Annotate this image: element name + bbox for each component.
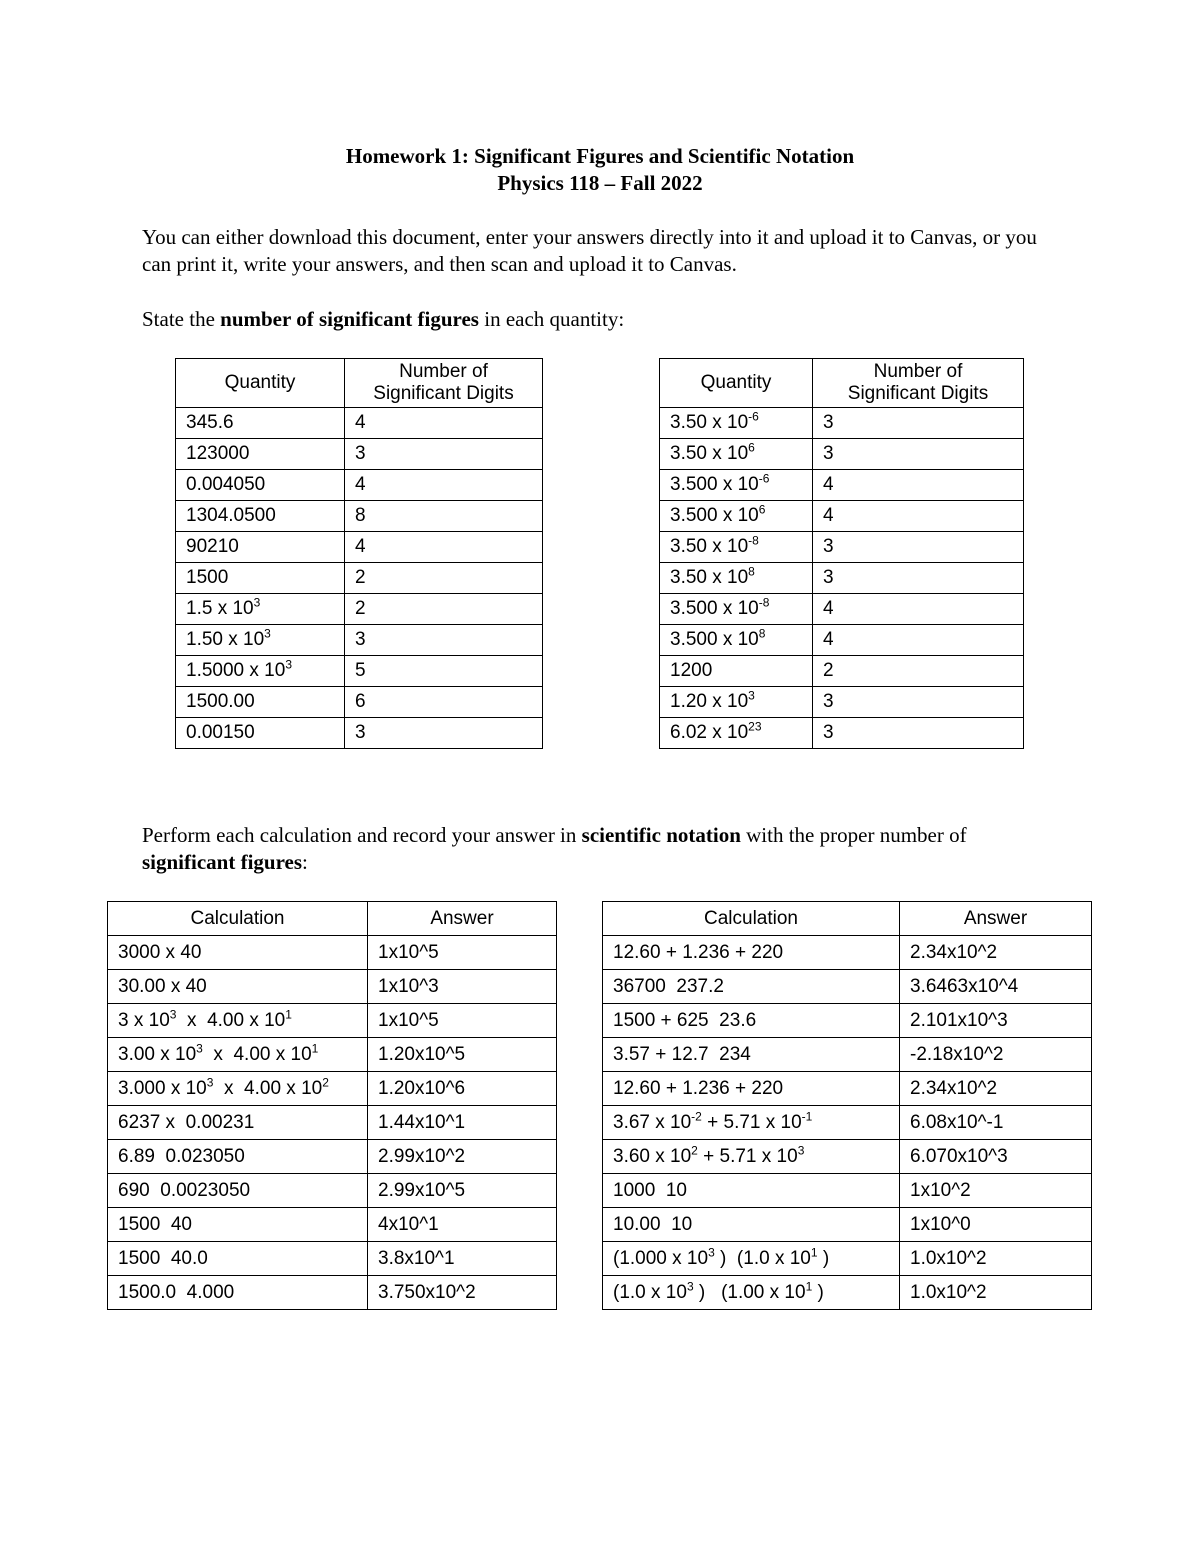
- cell-answer: 1.20x10^5: [368, 1038, 557, 1072]
- cell-calc: 1500 + 625 23.6: [603, 1004, 900, 1038]
- cell-digits: 5: [345, 656, 543, 687]
- cell-digits: 4: [345, 470, 543, 501]
- cell-answer: 1.0x10^2: [900, 1276, 1092, 1310]
- cell-answer: 3.6463x10^4: [900, 970, 1092, 1004]
- cell-answer: 1x10^5: [368, 1004, 557, 1038]
- cell-answer: -2.18x10^2: [900, 1038, 1092, 1072]
- table-row: [603, 1072, 1092, 1106]
- table-row: [660, 625, 1024, 656]
- cell-calc: 36700 237.2: [603, 970, 900, 1004]
- cell-quantity: 1304.0500: [176, 501, 345, 532]
- table-row: [108, 1242, 557, 1276]
- table-row: [603, 936, 1092, 970]
- cell-calc: 3.60 x $10^2 + 5.71$ x $10^3$: [603, 1140, 900, 1174]
- table-row: [108, 1004, 557, 1038]
- cell-answer: 3.8x10^1: [368, 1242, 557, 1276]
- cell-calc: 3.67 x $10^{-2} + 5.71$ x $10^{-1}$: [603, 1106, 900, 1140]
- sigfig-prompt-start: State the: [142, 307, 221, 331]
- table-row: [108, 1174, 557, 1208]
- cell-answer: 3.750x10^2: [368, 1276, 557, 1310]
- cell-digits: 3: [345, 625, 543, 656]
- cell-digits: 6: [345, 687, 543, 718]
- cell-calc: 12.60 + 1.236 + 220: [603, 936, 900, 970]
- calc-table-left: [107, 901, 557, 1310]
- cell-calc: 6.89 0.023050: [108, 1140, 368, 1174]
- cell-digits: 3: [813, 408, 1024, 439]
- table-row: [603, 1174, 1092, 1208]
- calc-prompt-start: Perform each calculation and record your answer in: [142, 823, 582, 847]
- header-quantity: Quantity: [176, 359, 345, 408]
- cell-answer: 6.08x10^-1: [900, 1106, 1092, 1140]
- cell-digits: 4: [345, 408, 543, 439]
- cell-digits: 4: [345, 532, 543, 563]
- cell-quantity: 90210: [176, 532, 345, 563]
- calc-prompt-end: :: [302, 850, 308, 874]
- table-row: [176, 687, 543, 718]
- table-row: [660, 687, 1024, 718]
- cell-answer: 2.99x10^5: [368, 1174, 557, 1208]
- cell-digits: 4: [813, 501, 1024, 532]
- cell-digits: 3: [345, 439, 543, 470]
- cell-answer: 2.34x10^2: [900, 1072, 1092, 1106]
- cell-quantity: 1.50 x $10^3$: [176, 625, 345, 656]
- sigfig-table-left: [175, 358, 543, 749]
- cell-digits: 3: [813, 532, 1024, 563]
- cell-quantity: 1200: [660, 656, 813, 687]
- course-subtitle: Physics 118 – Fall 2022: [497, 171, 703, 195]
- cell-answer: 6.070x10^3: [900, 1140, 1092, 1174]
- cell-digits: 2: [345, 594, 543, 625]
- cell-calc: 1500 40: [108, 1208, 368, 1242]
- cell-answer: 1x10^3: [368, 970, 557, 1004]
- header-quantity: Quantity: [660, 359, 813, 408]
- header-answer: Answer: [900, 902, 1092, 936]
- cell-digits: 4: [813, 470, 1024, 501]
- cell-quantity: 1500.00: [176, 687, 345, 718]
- cell-quantity: 0.004050: [176, 470, 345, 501]
- cell-answer: 2.99x10^2: [368, 1140, 557, 1174]
- table-row: [660, 656, 1024, 687]
- table-row: [603, 1038, 1092, 1072]
- cell-answer: 1.20x10^6: [368, 1072, 557, 1106]
- cell-digits: 3: [813, 563, 1024, 594]
- cell-calc: 1500 40.0: [108, 1242, 368, 1276]
- cell-calc: 3.00 x $10^3$ x 4.00 x $10^1$: [108, 1038, 368, 1072]
- table-row: [660, 718, 1024, 749]
- table-row: [108, 1072, 557, 1106]
- table-row: [108, 1140, 557, 1174]
- header-sig-digits-line2: Significant Digits: [373, 383, 514, 404]
- cell-quantity: 1.5000 x $10^3$: [176, 656, 345, 687]
- sigfig-prompt: [142, 306, 1062, 333]
- cell-digits: 2: [813, 656, 1024, 687]
- cell-digits: 8: [345, 501, 543, 532]
- cell-answer: 1.44x10^1: [368, 1106, 557, 1140]
- cell-answer: 2.101x10^3: [900, 1004, 1092, 1038]
- cell-answer: 2.34x10^2: [900, 936, 1092, 970]
- table-row: [176, 470, 543, 501]
- cell-calc: 3000 x 40: [108, 936, 368, 970]
- calc-table-right: [602, 901, 1092, 1310]
- cell-calc: 3.57 + 12.7 234: [603, 1038, 900, 1072]
- cell-quantity: 3.50 x $10^6$: [660, 439, 813, 470]
- cell-digits: 3: [813, 718, 1024, 749]
- cell-answer: 1x10^2: [900, 1174, 1092, 1208]
- cell-calc: 12.60 + 1.236 + 220: [603, 1072, 900, 1106]
- sigfig-table-right: [659, 358, 1024, 749]
- table-row: [660, 563, 1024, 594]
- table-row: [108, 1038, 557, 1072]
- table-row: [176, 439, 543, 470]
- cell-calc: 3.000 x $10^3$ x 4.00 x $10^2$: [108, 1072, 368, 1106]
- table-row: [603, 1208, 1092, 1242]
- table-row: [660, 408, 1024, 439]
- cell-digits: 3: [345, 718, 543, 749]
- table-row: [660, 470, 1024, 501]
- cell-answer: 4x10^1: [368, 1208, 557, 1242]
- cell-digits: 2: [345, 563, 543, 594]
- cell-digits: 4: [813, 594, 1024, 625]
- cell-calc: 3 x $10^3$ x 4.00 x $10^1$: [108, 1004, 368, 1038]
- cell-quantity: 1.20 x $10^3$: [660, 687, 813, 718]
- table-row: [603, 1242, 1092, 1276]
- cell-calc: 6237 x 0.00231: [108, 1106, 368, 1140]
- cell-quantity: 3.500 x $10^6$: [660, 501, 813, 532]
- cell-quantity: 0.00150: [176, 718, 345, 749]
- table-row: [176, 718, 543, 749]
- table-row: [660, 594, 1024, 625]
- table-row: [176, 656, 543, 687]
- table-row: [108, 936, 557, 970]
- cell-answer: 1.0x10^2: [900, 1242, 1092, 1276]
- table-row: [108, 1106, 557, 1140]
- table-row: [176, 594, 543, 625]
- cell-quantity: 345.6: [176, 408, 345, 439]
- table-row: [660, 501, 1024, 532]
- cell-quantity: 6.02 x $10^{23}$: [660, 718, 813, 749]
- table-row: [660, 532, 1024, 563]
- table-row: [660, 439, 1024, 470]
- cell-digits: 3: [813, 439, 1024, 470]
- header-calculation: Calculation: [603, 902, 900, 936]
- table-row: [108, 970, 557, 1004]
- header-sig-digits: [813, 359, 1024, 408]
- calc-prompt-mid: with the proper number of: [740, 823, 967, 847]
- calc-prompt-bold-2: significant figures: [142, 850, 303, 874]
- cell-quantity: 123000: [176, 439, 345, 470]
- calc-prompt: [142, 822, 1062, 876]
- cell-quantity: 1.5 x $10^3$: [176, 594, 345, 625]
- cell-calc: 30.00 x 40: [108, 970, 368, 1004]
- table-row: [108, 1208, 557, 1242]
- document-title: Homework 1: Significant Figures and Scientific Notation: [345, 144, 855, 168]
- cell-answer: 1x10^5: [368, 936, 557, 970]
- cell-quantity: 3.500 x $10^{-8}$: [660, 594, 813, 625]
- cell-quantity: 3.500 x $10^8$: [660, 625, 813, 656]
- table-row: [603, 1106, 1092, 1140]
- table-row: [603, 1004, 1092, 1038]
- table-row: [176, 532, 543, 563]
- table-row: [108, 1276, 557, 1310]
- cell-calc: (1.0 x $10^3$ ) (1.00 x $10^1$ ): [603, 1276, 900, 1310]
- sigfig-prompt-bold: number of significant figures: [220, 307, 479, 331]
- cell-quantity: 3.50 x $10^{-6}$: [660, 408, 813, 439]
- table-row: [176, 563, 543, 594]
- cell-digits: 4: [813, 625, 1024, 656]
- cell-calc: 10.00 10: [603, 1208, 900, 1242]
- cell-calc: 690 0.0023050: [108, 1174, 368, 1208]
- table-row: [603, 1276, 1092, 1310]
- cell-quantity: 3.50 x $10^{-8}$: [660, 532, 813, 563]
- header-sig-digits-line1: Number of: [399, 361, 488, 382]
- cell-calc: 1000 10: [603, 1174, 900, 1208]
- table-row: [176, 408, 543, 439]
- cell-calc: (1.000 x $10^3$ ) (1.0 x $10^1$ ): [603, 1242, 900, 1276]
- header-sig-digits: [345, 359, 543, 408]
- table-row: [603, 970, 1092, 1004]
- cell-answer: 1x10^0: [900, 1208, 1092, 1242]
- header-sig-digits-line2: Significant Digits: [847, 383, 989, 404]
- table-row: [176, 501, 543, 532]
- cell-quantity: 1500: [176, 563, 345, 594]
- sigfig-prompt-end: in each quantity:: [478, 307, 625, 331]
- header-sig-digits-line1: Number of: [873, 361, 963, 382]
- cell-calc: 1500.0 4.000: [108, 1276, 368, 1310]
- calc-prompt-bold-1: scientific notation: [581, 823, 741, 847]
- header-calculation: Calculation: [108, 902, 368, 936]
- cell-digits: 3: [813, 687, 1024, 718]
- cell-quantity: 3.500 x $10^{-6}$: [660, 470, 813, 501]
- header-answer: Answer: [368, 902, 557, 936]
- intro-paragraph: You can either download this document, enter your answers directly into it and upload it to Canvas, or you can print it, write your answers, and then scan and upload it to Canvas.: [142, 225, 1037, 276]
- table-row: [603, 1140, 1092, 1174]
- cell-quantity: 3.50 x $10^8$: [660, 563, 813, 594]
- table-row: [176, 625, 543, 656]
